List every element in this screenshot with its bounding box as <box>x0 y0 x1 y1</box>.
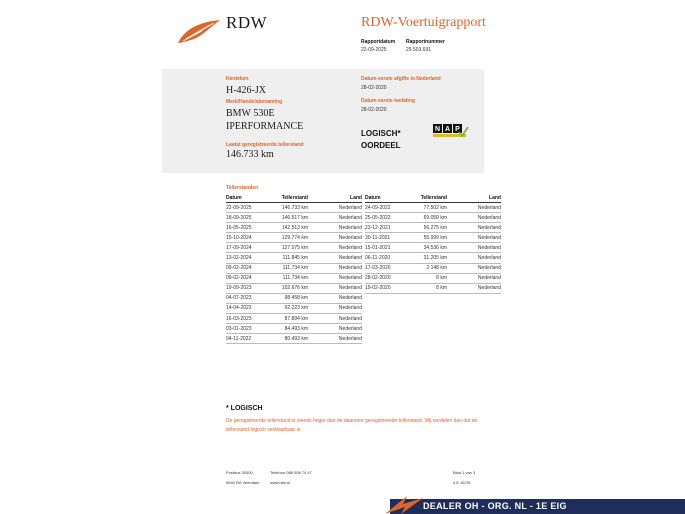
table-row <box>365 213 501 223</box>
table-row <box>365 243 501 253</box>
table-row <box>365 253 501 263</box>
table-row <box>365 273 501 283</box>
cell-reading: 111.734 km <box>270 263 308 273</box>
table-row <box>226 293 362 303</box>
vehicle-info-band <box>162 69 484 173</box>
dealer-banner-text: DEALER OH - ORG. NL - 1E EIG <box>423 501 567 511</box>
table-row <box>365 233 501 243</box>
cell-country: Nederland <box>322 243 362 253</box>
make-label: Merk/Handelsbenaming <box>226 99 283 105</box>
cell-date: 16-05-2025 <box>226 223 270 233</box>
col-date: Datum <box>226 194 270 203</box>
svg-text:A: A <box>444 126 451 134</box>
table-row <box>365 283 501 293</box>
cell-date: 17-03-2020 <box>365 263 409 273</box>
first-admission-label: Datum eerste toelating <box>361 98 415 104</box>
cell-country: Nederland <box>322 223 362 233</box>
table-row <box>226 243 362 253</box>
table-row <box>226 334 362 344</box>
cell-country: Nederland <box>322 203 362 213</box>
first-admission-value: 28-02-2020 <box>361 107 387 113</box>
cell-country: Nederland <box>322 314 362 324</box>
cell-date: 25-05-2022 <box>365 213 409 223</box>
cell-country: Nederland <box>322 273 362 283</box>
cell-country: Nederland <box>322 213 362 223</box>
cell-date: 04-07-2023 <box>226 293 270 303</box>
report-date-block <box>361 39 395 53</box>
table-row <box>226 203 362 213</box>
cell-country: Nederland <box>322 303 362 313</box>
table-row <box>226 213 362 223</box>
cell-reading: 98.458 km <box>270 293 308 303</box>
table-row <box>226 263 362 273</box>
cell-reading: 77.502 km <box>409 203 447 213</box>
footer-code: 3 E 1670f <box>453 480 471 485</box>
table-row <box>226 324 362 334</box>
odometer-section-title: Tellerstanden <box>226 185 259 191</box>
verdict-line-2: OORDEEL <box>361 141 401 150</box>
table-row <box>226 283 362 293</box>
cell-country: Nederland <box>322 253 362 263</box>
cell-date: 19-02-2020 <box>365 283 409 293</box>
table-row <box>365 223 501 233</box>
footer-postbus: Postbus 30000 <box>226 470 253 475</box>
cell-country: Nederland <box>322 293 362 303</box>
footer-page: Blad 1 van 3 <box>453 470 476 475</box>
rdw-logo-icon <box>176 16 222 46</box>
cell-country: Nederland <box>461 233 501 243</box>
cell-country: Nederland <box>461 263 501 273</box>
cell-date: 14-04-2023 <box>226 303 270 313</box>
cell-date: 04-11-2022 <box>226 334 270 344</box>
col-country: Land <box>322 194 362 203</box>
last-odometer-label: Laatst geregistreerde tellerstand <box>226 142 304 148</box>
cell-country: Nederland <box>461 283 501 293</box>
note-text: De geregistreerde tellerstand is steeds hoger dan de daarvoor geregistreerde tellerstand. Wij oordelen dan dat de tellerstand logisch verklaarbaar is. <box>226 418 478 433</box>
cell-reading: 8 km <box>409 273 447 283</box>
cell-reading: 111.734 km <box>270 273 308 283</box>
cell-reading: 127.075 km <box>270 243 308 253</box>
svg-text:N: N <box>434 126 441 134</box>
cell-reading: 87.894 km <box>270 314 308 324</box>
cell-date: 19-09-2023 <box>226 283 270 293</box>
footer-web: www.rdw.nl <box>270 480 291 485</box>
cell-country: Nederland <box>461 223 501 233</box>
cell-reading: 55.999 km <box>409 233 447 243</box>
model-value: IPERFORMANCE <box>226 121 304 132</box>
cell-date: 17-09-2024 <box>226 243 270 253</box>
cell-date: 15-01-2021 <box>365 243 409 253</box>
cell-date: 24-09-2022 <box>365 203 409 213</box>
table-row <box>226 233 362 243</box>
verdict <box>361 128 401 152</box>
col-country: Land <box>461 194 501 203</box>
table-row <box>226 273 362 283</box>
col-reading: Tellerstand <box>409 194 447 203</box>
cell-country: Nederland <box>322 263 362 273</box>
cell-country: Nederland <box>461 253 501 263</box>
table-row <box>226 223 362 233</box>
verdict-line-1: LOGISCH* <box>361 129 401 138</box>
cell-country: Nederland <box>461 243 501 253</box>
cell-country: Nederland <box>322 324 362 334</box>
cell-date: 13-02-2024 <box>226 253 270 263</box>
cell-reading: 111.845 km <box>270 253 308 263</box>
cell-reading: 31.205 km <box>409 253 447 263</box>
cell-country: Nederland <box>461 213 501 223</box>
odometer-table-left <box>226 194 362 344</box>
cell-reading: 102.676 km <box>270 283 308 293</box>
cell-reading: 80.493 km <box>270 334 308 344</box>
odometer-table-right <box>365 194 501 294</box>
cell-reading: 142.513 km <box>270 223 308 233</box>
table-row <box>365 203 501 213</box>
cell-date: 30-11-2021 <box>365 233 409 243</box>
first-nl-value: 28-02-2020 <box>361 85 387 91</box>
table-row <box>226 314 362 324</box>
cell-reading: 129.774 km <box>270 233 308 243</box>
cell-reading: 84.493 km <box>270 324 308 334</box>
cell-date: 16-03-2023 <box>226 314 270 324</box>
cell-country: Nederland <box>461 273 501 283</box>
cell-date: 09-02-2024 <box>226 263 270 273</box>
table-row <box>226 253 362 263</box>
svg-text:P: P <box>455 126 460 134</box>
report-title: RDW-Voertuigrapport <box>361 15 486 30</box>
report-number-value: 29.503.691 <box>406 47 432 53</box>
cell-reading: 34.536 km <box>409 243 447 253</box>
cell-reading: 146.733 km <box>270 203 308 213</box>
cell-reading: 146.517 km <box>270 213 308 223</box>
cell-date: 03-01-2023 <box>226 324 270 334</box>
report-date-value: 22-09-2025 <box>361 47 387 53</box>
cell-country: Nederland <box>322 283 362 293</box>
nap-logo-icon <box>433 124 469 138</box>
cell-country: Nederland <box>322 334 362 344</box>
last-odometer-value: 146.733 km <box>226 149 274 160</box>
cell-date: 23-12-2021 <box>365 223 409 233</box>
cell-country: Nederland <box>461 203 501 213</box>
footer-address: 9640 RA Veendam <box>226 480 260 485</box>
cell-reading: 69.050 km <box>409 213 447 223</box>
brand-name: RDW <box>226 13 268 32</box>
note-title: * LOGISCH <box>226 405 263 412</box>
cell-date: 15-10-2024 <box>226 233 270 243</box>
col-date: Datum <box>365 194 409 203</box>
cell-date: 06-11-2020 <box>365 253 409 263</box>
table-row <box>226 303 362 313</box>
make-value: BMW 530E <box>226 108 275 119</box>
cell-reading: 2.148 km <box>409 263 447 273</box>
cell-country: Nederland <box>322 233 362 243</box>
cell-date: 22-09-2025 <box>226 203 270 213</box>
cell-date: 28-02-2020 <box>365 273 409 283</box>
report-number-block <box>406 39 445 53</box>
table-row <box>365 263 501 273</box>
cell-reading: 8 km <box>409 283 447 293</box>
cell-date: 18-09-2025 <box>226 213 270 223</box>
report-date-label: Rapportdatum <box>361 39 396 45</box>
cell-reading: 56.275 km <box>409 223 447 233</box>
plate-value: H-426-JX <box>226 85 266 96</box>
cell-reading: 92.223 km <box>270 303 308 313</box>
cell-date: 09-02-2024 <box>226 273 270 283</box>
plate-label: Kenteken <box>226 76 249 82</box>
first-nl-label: Datum eerste afgifte in Nederland <box>361 76 441 82</box>
footer-phone: Telefoon 088 008 74 47 <box>270 470 312 475</box>
report-number-label: Rapportnummer <box>406 39 445 45</box>
col-reading: Tellerstand <box>270 194 308 203</box>
